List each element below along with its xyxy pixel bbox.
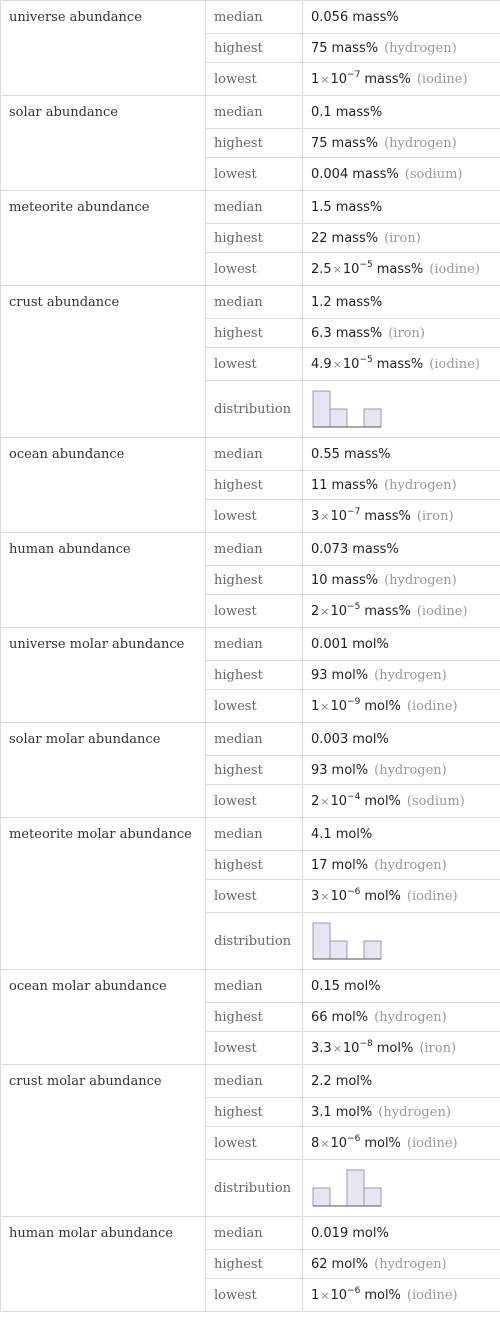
value-mantissa: 0.019 (311, 1225, 349, 1241)
table-row (1, 533, 500, 566)
value-cell (303, 319, 500, 348)
category-label: human abundance (1, 533, 206, 628)
value-cell (303, 191, 500, 224)
value-cell (303, 723, 500, 756)
value-unit: mass% (364, 603, 411, 619)
stat-label: median (206, 970, 303, 1003)
value-mantissa: 0.001 (311, 636, 349, 652)
value-mantissa: 2.5 (311, 261, 332, 277)
value-mantissa: 0.056 (311, 9, 349, 25)
value-unit: mol% (364, 698, 401, 714)
stat-label: highest (206, 566, 303, 595)
value-unit: mass% (335, 104, 383, 120)
table-row (1, 438, 500, 471)
times-symbol: × (320, 1288, 330, 1302)
table-row (1, 818, 500, 851)
stat-label: highest (206, 661, 303, 690)
stat-label: median (206, 191, 303, 224)
value-mantissa: 3.1 (311, 1104, 332, 1120)
element-note: (iodine) (429, 356, 480, 372)
value-cell (303, 63, 500, 96)
value-cell (303, 880, 500, 913)
stat-label: highest (206, 1250, 303, 1279)
power-base: 10 (330, 698, 348, 714)
histogram-bar (364, 941, 381, 959)
times-symbol: × (320, 1136, 330, 1150)
stat-label: median (206, 723, 303, 756)
times-symbol: × (320, 794, 330, 808)
value-unit: mass% (352, 166, 399, 182)
value-mantissa: 2 (311, 603, 320, 619)
stat-label: distribution (206, 381, 303, 438)
times-symbol: × (320, 699, 330, 713)
element-note: (sodium) (406, 793, 465, 809)
stat-label: lowest (206, 785, 303, 818)
value-mantissa: 2.2 (311, 1073, 332, 1089)
table-row (1, 96, 500, 129)
stat-label: median (206, 286, 303, 319)
table-row (1, 1217, 500, 1250)
element-note: (hydrogen) (384, 135, 457, 151)
category-label: ocean molar abundance (1, 970, 206, 1065)
stat-label: distribution (206, 1160, 303, 1217)
value-cell (303, 34, 500, 63)
stat-label: median (206, 96, 303, 129)
value-unit: mol% (352, 636, 389, 652)
stat-label: highest (206, 34, 303, 63)
value-unit: mol% (364, 793, 401, 809)
value-cell (303, 1127, 500, 1160)
value-mantissa: 22 (311, 230, 328, 246)
value-unit: mass% (343, 446, 391, 462)
value-unit: mass% (376, 356, 424, 372)
stat-label: highest (206, 1003, 303, 1032)
category-label: crust molar abundance (1, 1065, 206, 1217)
element-note: (iron) (416, 508, 454, 524)
value-mantissa: 0.15 (311, 978, 340, 994)
category-label: solar molar abundance (1, 723, 206, 818)
value-mantissa: 1.2 (311, 294, 332, 310)
value-unit: mol% (335, 1104, 373, 1120)
power-base: 10 (330, 793, 348, 809)
value-unit: mol% (364, 1135, 401, 1151)
value-unit: mass% (364, 71, 411, 87)
value-unit: mol% (331, 1256, 369, 1272)
category-label: ocean abundance (1, 438, 206, 533)
value-unit: mol% (364, 1287, 401, 1303)
stat-label: highest (206, 129, 303, 158)
value-exponent: −8 (359, 1038, 373, 1049)
value-unit: mass% (331, 40, 379, 56)
value-unit: mol% (331, 1009, 369, 1025)
element-note: (iodine) (416, 603, 468, 619)
stat-label: median (206, 533, 303, 566)
value-mantissa: 0.004 (311, 166, 349, 182)
element-note: (iodine) (406, 1287, 458, 1303)
value-unit: mol% (335, 1073, 373, 1089)
value-cell (303, 1279, 500, 1312)
power-base: 10 (330, 603, 348, 619)
value-cell (303, 566, 500, 595)
value-mantissa: 93 (311, 762, 328, 778)
table-row (1, 191, 500, 224)
element-note: (iodine) (416, 71, 468, 87)
stat-label: median (206, 1065, 303, 1098)
value-unit: mol% (364, 888, 401, 904)
value-mantissa: 0.1 (311, 104, 332, 120)
value-cell (303, 500, 500, 533)
value-mantissa: 93 (311, 667, 328, 683)
value-mantissa: 11 (311, 477, 328, 493)
value-unit: mol% (331, 762, 369, 778)
value-mantissa: 66 (311, 1009, 328, 1025)
value-exponent: −5 (359, 259, 373, 270)
power-base: 10 (330, 508, 348, 524)
element-note: (hydrogen) (374, 1009, 447, 1025)
element-note: (hydrogen) (378, 1104, 451, 1120)
histogram-bar (347, 1170, 364, 1206)
value-cell (303, 438, 500, 471)
stat-label: lowest (206, 1032, 303, 1065)
histogram-bar (364, 409, 381, 427)
value-cell (303, 818, 500, 851)
value-cell (303, 158, 500, 191)
value-mantissa: 3 (311, 508, 320, 524)
stat-label: lowest (206, 690, 303, 723)
stat-label: median (206, 438, 303, 471)
power-base: 10 (330, 888, 348, 904)
element-note: (hydrogen) (374, 1256, 447, 1272)
element-note: (iodine) (429, 261, 480, 277)
value-mantissa: 2 (311, 793, 320, 809)
stat-label: lowest (206, 1279, 303, 1312)
category-label: solar abundance (1, 96, 206, 191)
value-cell (303, 471, 500, 500)
element-note: (hydrogen) (384, 40, 457, 56)
category-label: universe molar abundance (1, 628, 206, 723)
value-unit: mass% (331, 477, 379, 493)
value-mantissa: 10 (311, 572, 328, 588)
stat-label: median (206, 1217, 303, 1250)
power-base: 10 (330, 1135, 348, 1151)
histogram-bar (364, 1188, 381, 1206)
distribution-cell (303, 913, 500, 970)
value-cell (303, 96, 500, 129)
stat-label: highest (206, 319, 303, 348)
value-unit: mass% (376, 261, 424, 277)
distribution-cell (303, 1160, 500, 1217)
category-label: universe abundance (1, 1, 206, 96)
value-mantissa: 1 (311, 698, 320, 714)
value-unit: mass% (352, 9, 399, 25)
value-unit: mass% (331, 135, 379, 151)
value-exponent: −9 (347, 696, 361, 707)
element-note: (hydrogen) (384, 572, 457, 588)
value-unit: mol% (352, 1225, 389, 1241)
element-note: (iodine) (406, 698, 458, 714)
value-cell (303, 661, 500, 690)
value-cell (303, 129, 500, 158)
stat-label: lowest (206, 595, 303, 628)
value-unit: mass% (335, 294, 383, 310)
stat-label: lowest (206, 158, 303, 191)
value-unit: mass% (352, 541, 399, 557)
power-base: 10 (330, 1287, 348, 1303)
power-base: 10 (330, 71, 348, 87)
times-symbol: × (332, 262, 342, 276)
value-cell (303, 224, 500, 253)
value-cell (303, 1003, 500, 1032)
element-note: (iodine) (406, 1135, 458, 1151)
value-mantissa: 4.9 (311, 356, 332, 372)
value-exponent: −6 (347, 886, 361, 897)
element-note: (sodium) (404, 166, 463, 182)
times-symbol: × (332, 1041, 342, 1055)
value-mantissa: 0.55 (311, 446, 340, 462)
element-note: (hydrogen) (374, 857, 447, 873)
stat-label: highest (206, 471, 303, 500)
power-base: 10 (342, 1040, 360, 1056)
value-exponent: −6 (347, 1133, 361, 1144)
histogram-bar (330, 941, 347, 959)
histogram-bar (313, 1188, 330, 1206)
value-unit: mass% (331, 230, 379, 246)
table-row (1, 723, 500, 756)
value-mantissa: 0.073 (311, 541, 349, 557)
value-mantissa: 3 (311, 888, 320, 904)
element-note: (iron) (419, 1040, 457, 1056)
value-unit: mol% (343, 978, 381, 994)
value-cell (303, 595, 500, 628)
value-mantissa: 75 (311, 40, 328, 56)
value-cell (303, 1032, 500, 1065)
value-mantissa: 1 (311, 71, 320, 87)
stat-label: lowest (206, 1127, 303, 1160)
times-symbol: × (320, 604, 330, 618)
value-mantissa: 3.3 (311, 1040, 332, 1056)
value-unit: mass% (335, 325, 383, 341)
value-cell (303, 628, 500, 661)
category-label: crust abundance (1, 286, 206, 438)
category-label: meteorite abundance (1, 191, 206, 286)
element-note: (hydrogen) (374, 667, 447, 683)
value-mantissa: 0.003 (311, 731, 349, 747)
value-mantissa: 62 (311, 1256, 328, 1272)
value-cell (303, 253, 500, 286)
stat-label: lowest (206, 63, 303, 96)
distribution-histogram (311, 388, 383, 430)
value-unit: mol% (331, 667, 369, 683)
stat-label: lowest (206, 348, 303, 381)
stat-label: distribution (206, 913, 303, 970)
times-symbol: × (332, 357, 342, 371)
value-unit: mol% (352, 731, 389, 747)
times-symbol: × (320, 889, 330, 903)
stat-label: highest (206, 851, 303, 880)
power-base: 10 (342, 261, 360, 277)
value-cell (303, 1250, 500, 1279)
value-cell (303, 970, 500, 1003)
value-cell (303, 1, 500, 34)
power-base: 10 (342, 356, 360, 372)
value-cell (303, 756, 500, 785)
value-unit: mass% (335, 199, 383, 215)
distribution-histogram (311, 920, 383, 962)
value-unit: mol% (331, 857, 369, 873)
times-symbol: × (320, 509, 330, 523)
stat-label: lowest (206, 500, 303, 533)
element-note: (hydrogen) (374, 762, 447, 778)
value-cell (303, 785, 500, 818)
times-symbol: × (320, 72, 330, 86)
value-cell (303, 533, 500, 566)
value-mantissa: 4.1 (311, 826, 332, 842)
value-exponent: −5 (359, 354, 373, 365)
value-unit: mass% (331, 572, 379, 588)
value-exponent: −4 (347, 791, 361, 802)
histogram-bar (313, 391, 330, 427)
value-exponent: −7 (347, 69, 361, 80)
value-cell (303, 1217, 500, 1250)
value-unit: mol% (376, 1040, 414, 1056)
stat-label: highest (206, 756, 303, 785)
stat-label: median (206, 628, 303, 661)
value-exponent: −6 (347, 1285, 361, 1296)
distribution-cell (303, 381, 500, 438)
stat-label: lowest (206, 253, 303, 286)
element-note: (iodine) (406, 888, 458, 904)
value-cell (303, 1065, 500, 1098)
histogram-bar (313, 923, 330, 959)
stat-label: highest (206, 224, 303, 253)
stat-label: median (206, 818, 303, 851)
value-mantissa: 1.5 (311, 199, 332, 215)
table-row (1, 1065, 500, 1098)
histogram-bar (330, 409, 347, 427)
stat-label: highest (206, 1098, 303, 1127)
table-row (1, 286, 500, 319)
value-mantissa: 75 (311, 135, 328, 151)
value-mantissa: 1 (311, 1287, 320, 1303)
value-mantissa: 6.3 (311, 325, 332, 341)
value-cell (303, 1098, 500, 1127)
table-row (1, 1, 500, 34)
distribution-histogram (311, 1167, 383, 1209)
category-label: meteorite molar abundance (1, 818, 206, 970)
value-unit: mol% (335, 826, 373, 842)
table-row (1, 970, 500, 1003)
element-note: (iron) (388, 325, 425, 341)
value-unit: mass% (364, 508, 411, 524)
stat-label: median (206, 1, 303, 34)
value-exponent: −7 (347, 506, 361, 517)
value-cell (303, 348, 500, 381)
value-exponent: −5 (347, 601, 361, 612)
stat-label: lowest (206, 880, 303, 913)
element-note: (iron) (384, 230, 421, 246)
element-note: (hydrogen) (384, 477, 457, 493)
value-cell (303, 690, 500, 723)
value-cell (303, 851, 500, 880)
value-cell (303, 286, 500, 319)
value-mantissa: 8 (311, 1135, 320, 1151)
table-row (1, 628, 500, 661)
value-mantissa: 17 (311, 857, 328, 873)
category-label: human molar abundance (1, 1217, 206, 1312)
